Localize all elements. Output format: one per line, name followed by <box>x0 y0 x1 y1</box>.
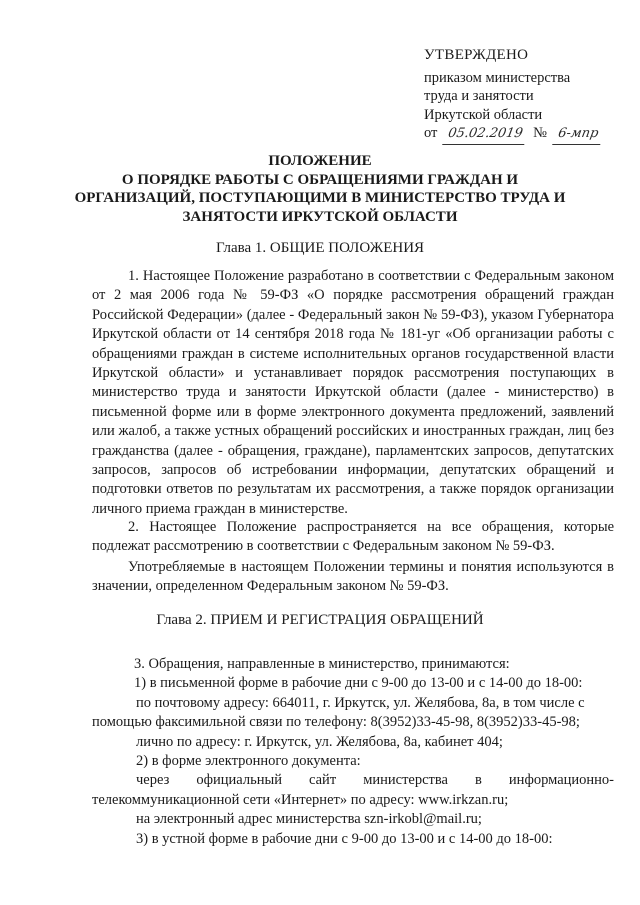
list-item: по почтовому адресу: 664011, г. Иркутск, ул. Желябова, 8а, в том числе с <box>136 694 585 711</box>
list-item: через официальный сайт министерства в информационно- <box>136 772 614 789</box>
title-line-3: ОРГАНИЗАЦИЙ, ПОСТУПАЮЩИМИ В МИНИСТЕРСТВО ТРУДА И <box>74 190 566 206</box>
list-item: 1) в письменной форме в рабочие дни с 9-00 до 13-00 и с 14-00 до 18-00: <box>134 675 583 692</box>
chapter-2-body <box>92 655 614 849</box>
list-item: на электронный адрес министерства szn-irkobl@mail.ru; <box>136 811 482 828</box>
approval-line-ministry: труда и занятости <box>424 88 534 104</box>
list-item: лично по адресу: г. Иркутск, ул. Желябова, 8а, кабинет 404; <box>136 733 503 750</box>
paragraph-terms: Употребляемые в настоящем Положении термины и понятия используются в значении, определенном Федеральным законом № 59-ФЗ. <box>92 559 614 595</box>
approval-date-line <box>424 124 624 145</box>
approval-title: УТВЕРЖДЕНО <box>424 47 529 63</box>
document-title <box>60 152 580 226</box>
title-line-1: ПОЛОЖЕНИЕ <box>268 153 372 169</box>
handwritten-date: 05.02.2019 <box>442 125 528 145</box>
approval-date-prefix: от <box>424 125 438 141</box>
approval-line-region: Иркутской области <box>424 106 543 123</box>
list-item: 3) в устной форме в рабочие дни с 9-00 до 13-00 и с 14-00 до 18-00: <box>136 830 553 847</box>
handwritten-number: 6-мпр <box>552 125 604 145</box>
list-item: 2) в форме электронного документа: <box>136 753 361 770</box>
paragraph-2: 2. Настоящее Положение распространяется на все обращения, которые подлежат рассмотрению в соответствии с Федеральным законом № 59-ФЗ. <box>92 519 614 555</box>
paragraph-1: 1. Настоящее Положение разработано в соответствии с Федеральным законом от 2 мая 2006 года № 59-ФЗ «О порядке рассмотрения обращений граждан Российской Федерации» (далее - Федеральный закон № 59-ФЗ), указом Губернатора Иркутской области от 14 сентября 2018 года № 181-уг «Об организации работы с обращениями граждан в системе исполнительных органов государственной власти Иркутской области» и устанавливает порядок рассмотрения поступающих в министерство труда и занятости Иркутской области (далее - министерство) в письменной форме или в форме электронного документа предложений, заявлений или жалоб, а также устных обращений российских и иностранных граждан, лиц без гражданства (далее - обращения, граждане), парламентских запросов, депутатских запросов, запросов об истребовании информации, депутатских обращений и подготовки ответов по результатам их рассмотрения, а также порядок организации личного приема граждан в министерстве. <box>92 268 614 517</box>
title-line-2: О ПОРЯДКЕ РАБОТЫ С ОБРАЩЕНИЯМИ ГРАЖДАН И <box>121 171 519 188</box>
approval-line-order: приказом министерства <box>424 69 571 86</box>
approval-number-prefix: № <box>533 125 547 141</box>
chapter-1-heading: Глава 1. ОБЩИЕ ПОЛОЖЕНИЯ <box>215 240 425 256</box>
approval-stamp <box>424 46 624 145</box>
title-line-4: ЗАНЯТОСТИ ИРКУТСКОЙ ОБЛАСТИ <box>182 208 458 225</box>
list-item: помощью факсимильной связи по телефону: 8(3952)33-45-98, 8(3952)33-45-98; <box>92 714 580 731</box>
list-item: 3. Обращения, направленные в министерство, принимаются: <box>134 656 510 672</box>
list-item: телекоммуникационной сети «Интернет» по адресу: www.irkzan.ru; <box>92 791 509 808</box>
chapter-2-heading: Глава 2. ПРИЕМ И РЕГИСТРАЦИЯ ОБРАЩЕНИЙ <box>156 612 484 628</box>
